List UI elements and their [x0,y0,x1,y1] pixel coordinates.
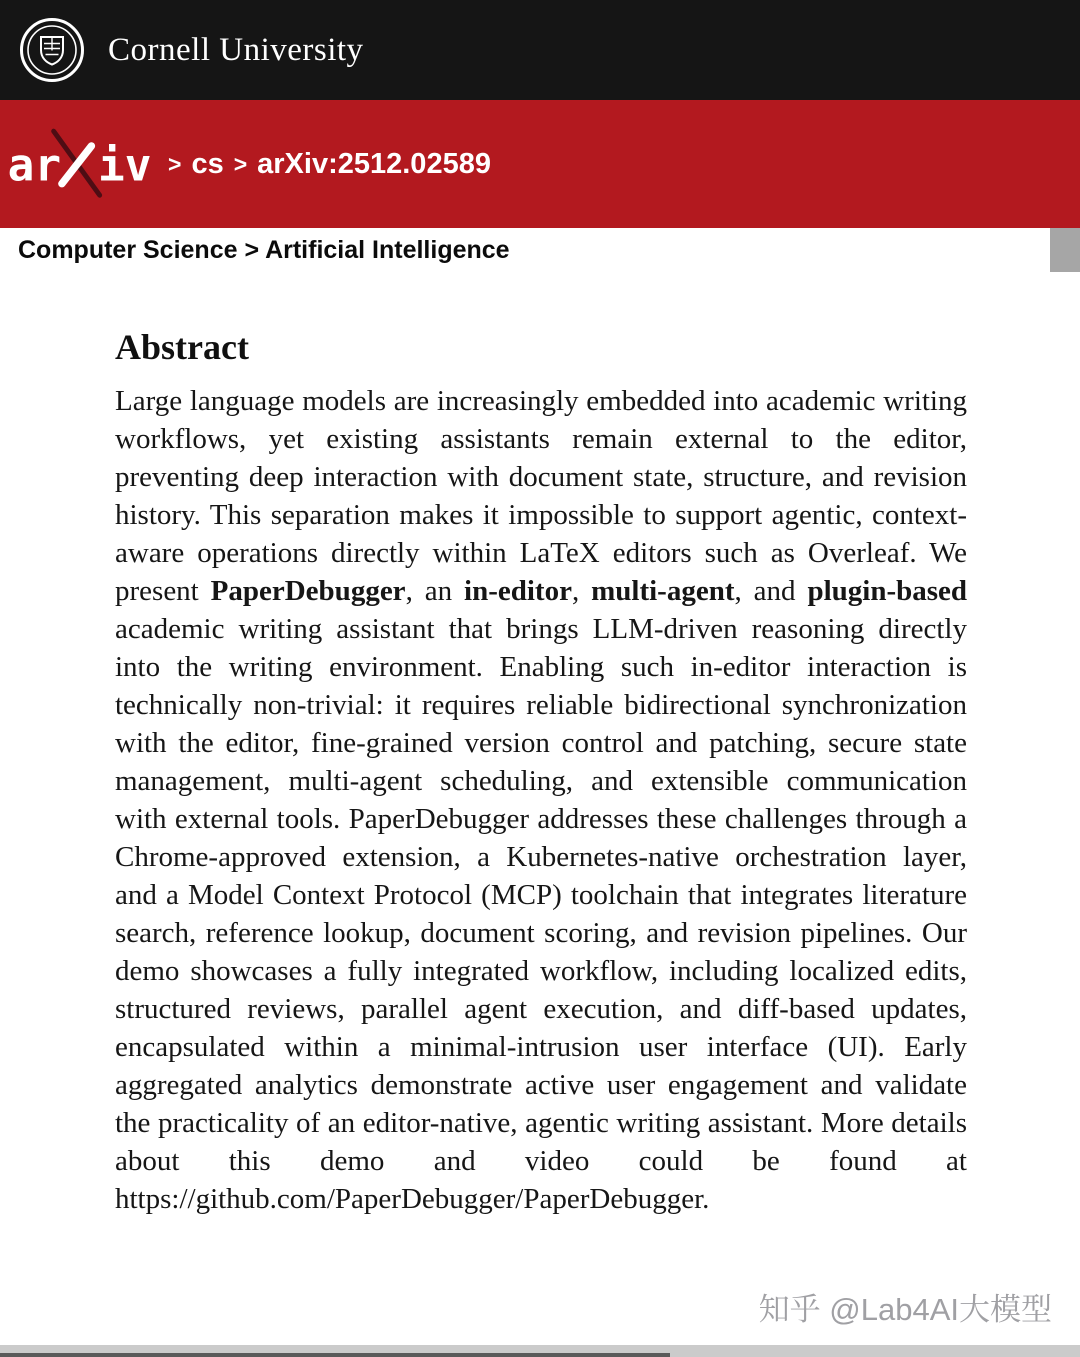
svg-text:iv: iv [98,140,152,192]
page-cutoff-band [0,1345,1080,1357]
subject-breadcrumb: Computer Science > Artificial Intelligence [18,235,510,264]
chevron-separator-icon: > [233,150,248,177]
breadcrumb-arxiv-id-link[interactable]: arXiv:2512.02589 [257,147,491,180]
breadcrumb-cs-link[interactable]: cs [191,147,224,180]
subject-bar [0,228,1080,272]
cornell-university-label[interactable]: Cornell University [108,31,364,68]
cutoff-content-fragment [0,1353,670,1357]
abstract-text: Large language models are increasingly embedded into academic writing workflows, yet existing assistants remain external to the editor, preventing deep interaction with document state, structure, and revision history. This separation makes it impossible to support agentic, context-aware operations directly within LaTeX editors such as Overleaf. We present PaperDebugger, an in-editor, multi-agent, and plugin-based academic writing assistant that brings LLM-driven reasoning directly into the writing environment. Enabling such in-editor interaction is technically non-trivial: it requires reliable bidirectional synchronization with the editor, fine-grained version control and patching, secure state management, multi-agent scheduling, and extensible communication with external tools. PaperDebugger addresses these challenges through a Chrome-approved extension, a Kubernetes-native orchestration layer, and a Model Context Protocol (MCP) toolchain that integrates literature search, reference lookup, document scoring, and revision pipelines. Our demo showcases a fully integrated workflow, including localized edits, structured reviews, parallel agent execution, and diff-based updates, encapsulated within a minimal-intrusion user interface (UI). Early aggregated analytics demonstrate active user engagement and validate the practicality of an editor-native, agentic writing assistant. More details about this demo and video could be found at https://github.com/PaperDebugger/PaperDebugger. [115,385,968,1215]
arxiv-logo[interactable] [6,117,158,211]
arxiv-banner [0,100,1080,228]
cornell-header [0,0,1080,100]
chevron-separator-icon: > [168,150,182,177]
svg-text:ar: ar [7,140,62,192]
scrollbar-thumb[interactable] [1050,228,1080,272]
watermark-text: 知乎 @Lab4AI大模型 [758,1292,1052,1327]
abstract-heading: Abstract [115,327,249,367]
abstract-section [0,272,1080,1218]
cornell-seal-icon[interactable] [18,16,86,84]
